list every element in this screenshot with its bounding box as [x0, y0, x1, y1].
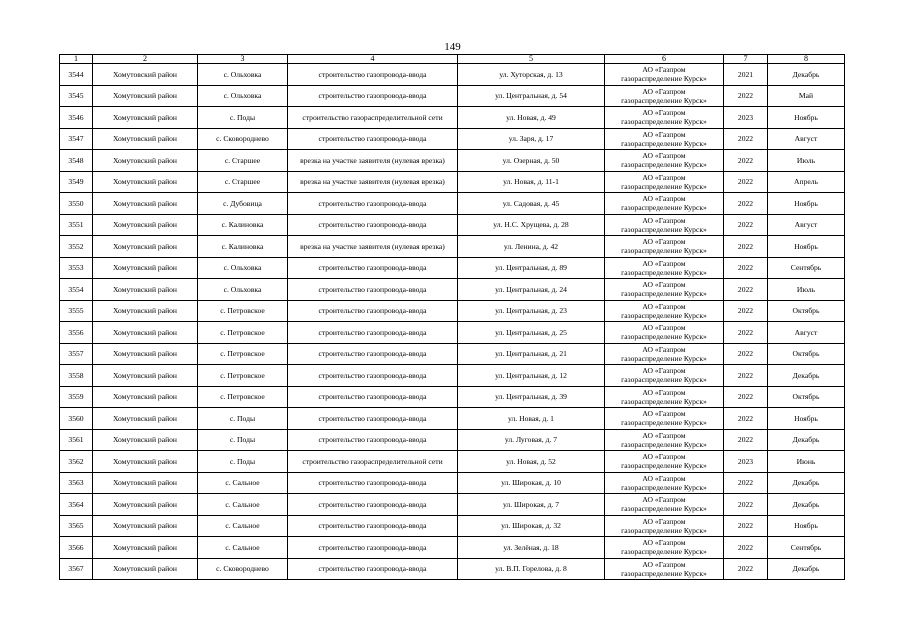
- organization-cell: [605, 193, 724, 215]
- column-header: 1: [60, 55, 93, 64]
- year-cell: 2022: [724, 386, 768, 408]
- settlement-cell: с. Старшее: [198, 150, 288, 172]
- month-cell: Ноябрь: [768, 193, 845, 215]
- work-type-cell: строительство газораспределительной сети: [288, 451, 458, 473]
- district-cell: Хомутовский район: [93, 128, 198, 150]
- organization-line1: АО «Газпром: [642, 65, 686, 75]
- month-cell: Ноябрь: [768, 515, 845, 537]
- year-cell: 2021: [724, 64, 768, 86]
- work-type-cell: строительство газопровода-ввода: [288, 279, 458, 301]
- table-row: [60, 322, 845, 344]
- year-cell: 2022: [724, 494, 768, 516]
- settlement-cell: с. Петровское: [198, 365, 288, 387]
- organization-line1: АО «Газпром: [642, 409, 686, 419]
- work-type-cell: строительство газопровода-ввода: [288, 408, 458, 430]
- row-number-cell: 3547: [60, 128, 93, 150]
- month-cell: Декабрь: [768, 429, 845, 451]
- work-type-cell: строительство газопровода-ввода: [288, 365, 458, 387]
- row-number-cell: 3556: [60, 322, 93, 344]
- district-cell: Хомутовский район: [93, 322, 198, 344]
- organization-line1: АО «Газпром: [642, 387, 686, 397]
- work-type-cell: строительство газопровода-ввода: [288, 537, 458, 559]
- district-cell: Хомутовский район: [93, 150, 198, 172]
- organization-cell: [605, 386, 724, 408]
- table-row: [60, 236, 845, 258]
- organization-cell: [605, 558, 724, 580]
- table-row: [60, 171, 845, 193]
- district-cell: Хомутовский район: [93, 365, 198, 387]
- organization-line1: АО «Газпром: [642, 473, 686, 483]
- settlement-cell: с. Сальное: [198, 494, 288, 516]
- district-cell: Хомутовский район: [93, 193, 198, 215]
- year-cell: 2022: [724, 558, 768, 580]
- table-row: [60, 193, 845, 215]
- table-row: [60, 257, 845, 279]
- page-number: 149: [444, 41, 461, 53]
- year-cell: 2023: [724, 451, 768, 473]
- address-cell: ул. Н.С. Хрущева, д. 28: [458, 214, 605, 236]
- district-cell: Хомутовский район: [93, 171, 198, 193]
- address-cell: ул. Центральная, д. 21: [458, 343, 605, 365]
- table-row: [60, 386, 845, 408]
- table-row: [60, 214, 845, 236]
- organization-line1: АО «Газпром: [642, 516, 686, 526]
- organization-line1: АО «Газпром: [642, 108, 686, 118]
- organization-line2: газораспределение Курск»: [621, 160, 707, 170]
- organization-cell: [605, 150, 724, 172]
- organization-cell: [605, 343, 724, 365]
- organization-line2: газораспределение Курск»: [621, 74, 707, 84]
- row-number-cell: 3561: [60, 429, 93, 451]
- year-cell: 2022: [724, 472, 768, 494]
- settlement-cell: с. Поды: [198, 107, 288, 129]
- organization-line2: газораспределение Курск»: [621, 568, 707, 578]
- organization-line1: АО «Газпром: [642, 559, 686, 569]
- month-cell: Август: [768, 322, 845, 344]
- row-number-cell: 3564: [60, 494, 93, 516]
- organization-line2: газораспределение Курск»: [621, 525, 707, 535]
- organization-cell: [605, 64, 724, 86]
- month-cell: Ноябрь: [768, 236, 845, 258]
- row-number-cell: 3563: [60, 472, 93, 494]
- organization-line2: газораспределение Курск»: [621, 181, 707, 191]
- organization-line2: газораспределение Курск»: [621, 267, 707, 277]
- address-cell: ул. Широкая, д. 7: [458, 494, 605, 516]
- address-cell: ул. Центральная, д. 12: [458, 365, 605, 387]
- district-cell: Хомутовский район: [93, 85, 198, 107]
- table-row: [60, 85, 845, 107]
- organization-line2: газораспределение Курск»: [621, 375, 707, 385]
- row-number-cell: 3546: [60, 107, 93, 129]
- table-row: [60, 64, 845, 86]
- organization-line2: газораспределение Курск»: [621, 203, 707, 213]
- year-cell: 2022: [724, 150, 768, 172]
- district-cell: Хомутовский район: [93, 472, 198, 494]
- settlement-cell: с. Ольховка: [198, 257, 288, 279]
- address-cell: ул. Садовая, д. 45: [458, 193, 605, 215]
- address-cell: ул. Новая, д. 1: [458, 408, 605, 430]
- year-cell: 2022: [724, 193, 768, 215]
- year-cell: 2022: [724, 171, 768, 193]
- organization-cell: [605, 494, 724, 516]
- row-number-cell: 3548: [60, 150, 93, 172]
- district-cell: Хомутовский район: [93, 515, 198, 537]
- organization-cell: [605, 171, 724, 193]
- year-cell: 2022: [724, 343, 768, 365]
- address-cell: ул. Центральная, д. 39: [458, 386, 605, 408]
- organization-line1: АО «Газпром: [642, 366, 686, 376]
- organization-line1: АО «Газпром: [642, 538, 686, 548]
- column-header: 7: [724, 55, 768, 64]
- district-cell: Хомутовский район: [93, 343, 198, 365]
- gasification-table: [59, 54, 845, 580]
- month-cell: Ноябрь: [768, 408, 845, 430]
- table-row: [60, 494, 845, 516]
- table-row: [60, 128, 845, 150]
- month-cell: Сентябрь: [768, 257, 845, 279]
- organization-line1: АО «Газпром: [642, 237, 686, 247]
- month-cell: Сентябрь: [768, 537, 845, 559]
- address-cell: ул. Центральная, д. 54: [458, 85, 605, 107]
- row-number-cell: 3552: [60, 236, 93, 258]
- district-cell: Хомутовский район: [93, 279, 198, 301]
- district-cell: Хомутовский район: [93, 107, 198, 129]
- month-cell: Июль: [768, 279, 845, 301]
- row-number-cell: 3565: [60, 515, 93, 537]
- row-number-cell: 3554: [60, 279, 93, 301]
- row-number-cell: 3558: [60, 365, 93, 387]
- work-type-cell: строительство газопровода-ввода: [288, 257, 458, 279]
- organization-line1: АО «Газпром: [642, 194, 686, 204]
- address-cell: ул. Ленина, д. 42: [458, 236, 605, 258]
- year-cell: 2022: [724, 236, 768, 258]
- work-type-cell: строительство газопровода-ввода: [288, 494, 458, 516]
- organization-cell: [605, 451, 724, 473]
- organization-line2: газораспределение Курск»: [621, 117, 707, 127]
- work-type-cell: строительство газопровода-ввода: [288, 214, 458, 236]
- organization-line2: газораспределение Курск»: [621, 95, 707, 105]
- settlement-cell: с. Ольховка: [198, 85, 288, 107]
- organization-cell: [605, 107, 724, 129]
- year-cell: 2022: [724, 429, 768, 451]
- year-cell: 2022: [724, 537, 768, 559]
- district-cell: Хомутовский район: [93, 494, 198, 516]
- address-cell: ул. Центральная, д. 24: [458, 279, 605, 301]
- table-row: [60, 107, 845, 129]
- organization-cell: [605, 85, 724, 107]
- organization-line1: АО «Газпром: [642, 323, 686, 333]
- month-cell: Декабрь: [768, 472, 845, 494]
- organization-cell: [605, 537, 724, 559]
- organization-line1: АО «Газпром: [642, 495, 686, 505]
- settlement-cell: с. Дубовица: [198, 193, 288, 215]
- organization-cell: [605, 236, 724, 258]
- district-cell: Хомутовский район: [93, 408, 198, 430]
- table-row: [60, 279, 845, 301]
- organization-line1: АО «Газпром: [642, 172, 686, 182]
- month-cell: Май: [768, 85, 845, 107]
- work-type-cell: врезка на участке заявителя (нулевая врезка): [288, 150, 458, 172]
- organization-line1: АО «Газпром: [642, 258, 686, 268]
- organization-line1: АО «Газпром: [642, 344, 686, 354]
- address-cell: ул. Озерная, д. 50: [458, 150, 605, 172]
- organization-line2: газораспределение Курск»: [621, 461, 707, 471]
- row-number-cell: 3549: [60, 171, 93, 193]
- work-type-cell: строительство газопровода-ввода: [288, 193, 458, 215]
- table-row: [60, 343, 845, 365]
- organization-cell: [605, 472, 724, 494]
- month-cell: Июнь: [768, 451, 845, 473]
- organization-cell: [605, 408, 724, 430]
- work-type-cell: строительство газопровода-ввода: [288, 128, 458, 150]
- organization-line2: газораспределение Курск»: [621, 353, 707, 363]
- work-type-cell: строительство газопровода-ввода: [288, 386, 458, 408]
- settlement-cell: с. Ольховка: [198, 64, 288, 86]
- column-header: 3: [198, 55, 288, 64]
- settlement-cell: с. Ольховка: [198, 279, 288, 301]
- table-row: [60, 150, 845, 172]
- address-cell: ул. Новая, д. 52: [458, 451, 605, 473]
- organization-cell: [605, 365, 724, 387]
- year-cell: 2022: [724, 322, 768, 344]
- district-cell: Хомутовский район: [93, 537, 198, 559]
- work-type-cell: строительство газопровода-ввода: [288, 515, 458, 537]
- district-cell: Хомутовский район: [93, 558, 198, 580]
- settlement-cell: с. Калиновка: [198, 214, 288, 236]
- row-number-cell: 3551: [60, 214, 93, 236]
- column-header: 4: [288, 55, 458, 64]
- address-cell: ул. Широкая, д. 10: [458, 472, 605, 494]
- address-cell: ул. Заря, д. 17: [458, 128, 605, 150]
- column-header: 5: [458, 55, 605, 64]
- table-row: [60, 515, 845, 537]
- organization-line2: газораспределение Курск»: [621, 246, 707, 256]
- row-number-cell: 3550: [60, 193, 93, 215]
- district-cell: Хомутовский район: [93, 236, 198, 258]
- address-cell: ул. Центральная, д. 23: [458, 300, 605, 322]
- month-cell: Июль: [768, 150, 845, 172]
- column-header: 6: [605, 55, 724, 64]
- work-type-cell: строительство газопровода-ввода: [288, 472, 458, 494]
- district-cell: Хомутовский район: [93, 386, 198, 408]
- settlement-cell: с. Петровское: [198, 300, 288, 322]
- organization-line2: газораспределение Курск»: [621, 396, 707, 406]
- work-type-cell: строительство газопровода-ввода: [288, 322, 458, 344]
- work-type-cell: строительство газопровода-ввода: [288, 64, 458, 86]
- row-number-cell: 3557: [60, 343, 93, 365]
- settlement-cell: с. Поды: [198, 429, 288, 451]
- organization-line1: АО «Газпром: [642, 452, 686, 462]
- row-number-cell: 3553: [60, 257, 93, 279]
- address-cell: ул. Хуторская, д. 13: [458, 64, 605, 86]
- month-cell: Октябрь: [768, 343, 845, 365]
- year-cell: 2022: [724, 85, 768, 107]
- organization-line2: газораспределение Курск»: [621, 547, 707, 557]
- settlement-cell: с. Петровское: [198, 343, 288, 365]
- table-row: [60, 558, 845, 580]
- column-header: 8: [768, 55, 845, 64]
- organization-line2: газораспределение Курск»: [621, 418, 707, 428]
- row-number-cell: 3566: [60, 537, 93, 559]
- table-row: [60, 408, 845, 430]
- settlement-cell: с. Старшее: [198, 171, 288, 193]
- month-cell: Октябрь: [768, 386, 845, 408]
- year-cell: 2022: [724, 300, 768, 322]
- settlement-cell: с. Поды: [198, 408, 288, 430]
- row-number-cell: 3545: [60, 85, 93, 107]
- settlement-cell: с. Петровское: [198, 322, 288, 344]
- row-number-cell: 3559: [60, 386, 93, 408]
- district-cell: Хомутовский район: [93, 300, 198, 322]
- month-cell: Август: [768, 128, 845, 150]
- organization-line1: АО «Газпром: [642, 86, 686, 96]
- work-type-cell: врезка на участке заявителя (нулевая врезка): [288, 171, 458, 193]
- address-cell: ул. Зелёная, д. 18: [458, 537, 605, 559]
- district-cell: Хомутовский район: [93, 214, 198, 236]
- month-cell: Апрель: [768, 171, 845, 193]
- table-row: [60, 365, 845, 387]
- address-cell: ул. Луговая, д. 7: [458, 429, 605, 451]
- year-cell: 2022: [724, 365, 768, 387]
- district-cell: Хомутовский район: [93, 64, 198, 86]
- year-cell: 2022: [724, 515, 768, 537]
- organization-line1: АО «Газпром: [642, 430, 686, 440]
- column-header: 2: [93, 55, 198, 64]
- table-row: [60, 472, 845, 494]
- district-cell: Хомутовский район: [93, 429, 198, 451]
- organization-cell: [605, 300, 724, 322]
- organization-line2: газораспределение Курск»: [621, 482, 707, 492]
- work-type-cell: строительство газопровода-ввода: [288, 429, 458, 451]
- organization-cell: [605, 322, 724, 344]
- district-cell: Хомутовский район: [93, 257, 198, 279]
- settlement-cell: с. Сальное: [198, 515, 288, 537]
- organization-line2: газораспределение Курск»: [621, 439, 707, 449]
- table-row: [60, 537, 845, 559]
- month-cell: Ноябрь: [768, 107, 845, 129]
- row-number-cell: 3555: [60, 300, 93, 322]
- organization-line1: АО «Газпром: [642, 301, 686, 311]
- month-cell: Октябрь: [768, 300, 845, 322]
- organization-cell: [605, 515, 724, 537]
- month-cell: Декабрь: [768, 558, 845, 580]
- year-cell: 2022: [724, 128, 768, 150]
- organization-line2: газораспределение Курск»: [621, 332, 707, 342]
- month-cell: Август: [768, 214, 845, 236]
- work-type-cell: строительство газопровода-ввода: [288, 300, 458, 322]
- organization-line2: газораспределение Курск»: [621, 289, 707, 299]
- settlement-cell: с. Сальное: [198, 537, 288, 559]
- table-row: [60, 451, 845, 473]
- organization-cell: [605, 429, 724, 451]
- settlement-cell: с. Сковороднево: [198, 128, 288, 150]
- address-cell: ул. Широкая, д. 32: [458, 515, 605, 537]
- organization-cell: [605, 257, 724, 279]
- year-cell: 2022: [724, 279, 768, 301]
- row-number-cell: 3544: [60, 64, 93, 86]
- address-cell: ул. Центральная, д. 89: [458, 257, 605, 279]
- organization-line1: АО «Газпром: [642, 215, 686, 225]
- row-number-cell: 3560: [60, 408, 93, 430]
- organization-line1: АО «Газпром: [642, 280, 686, 290]
- organization-line2: газораспределение Курск»: [621, 224, 707, 234]
- work-type-cell: врезка на участке заявителя (нулевая врезка): [288, 236, 458, 258]
- district-cell: Хомутовский район: [93, 451, 198, 473]
- month-cell: Декабрь: [768, 365, 845, 387]
- year-cell: 2023: [724, 107, 768, 129]
- organization-cell: [605, 214, 724, 236]
- organization-cell: [605, 128, 724, 150]
- address-cell: ул. В.П. Горелова, д. 8: [458, 558, 605, 580]
- work-type-cell: строительство газопровода-ввода: [288, 343, 458, 365]
- address-cell: ул. Центральная, д. 25: [458, 322, 605, 344]
- column-number-row: [60, 55, 845, 64]
- year-cell: 2022: [724, 408, 768, 430]
- settlement-cell: с. Сковороднево: [198, 558, 288, 580]
- address-cell: ул. Новая, д. 11-1: [458, 171, 605, 193]
- year-cell: 2022: [724, 214, 768, 236]
- settlement-cell: с. Поды: [198, 451, 288, 473]
- address-cell: ул. Новая, д. 49: [458, 107, 605, 129]
- month-cell: Декабрь: [768, 494, 845, 516]
- row-number-cell: 3562: [60, 451, 93, 473]
- organization-line1: АО «Газпром: [642, 151, 686, 161]
- work-type-cell: строительство газораспределительной сети: [288, 107, 458, 129]
- organization-line2: газораспределение Курск»: [621, 138, 707, 148]
- settlement-cell: с. Калиновка: [198, 236, 288, 258]
- work-type-cell: строительство газопровода-ввода: [288, 85, 458, 107]
- organization-line2: газораспределение Курск»: [621, 310, 707, 320]
- organization-cell: [605, 279, 724, 301]
- year-cell: 2022: [724, 257, 768, 279]
- row-number-cell: 3567: [60, 558, 93, 580]
- table-row: [60, 300, 845, 322]
- work-type-cell: строительство газопровода-ввода: [288, 558, 458, 580]
- organization-line2: газораспределение Курск»: [621, 504, 707, 514]
- month-cell: Декабрь: [768, 64, 845, 86]
- settlement-cell: с. Сальное: [198, 472, 288, 494]
- organization-line1: АО «Газпром: [642, 129, 686, 139]
- table-row: [60, 429, 845, 451]
- settlement-cell: с. Петровское: [198, 386, 288, 408]
